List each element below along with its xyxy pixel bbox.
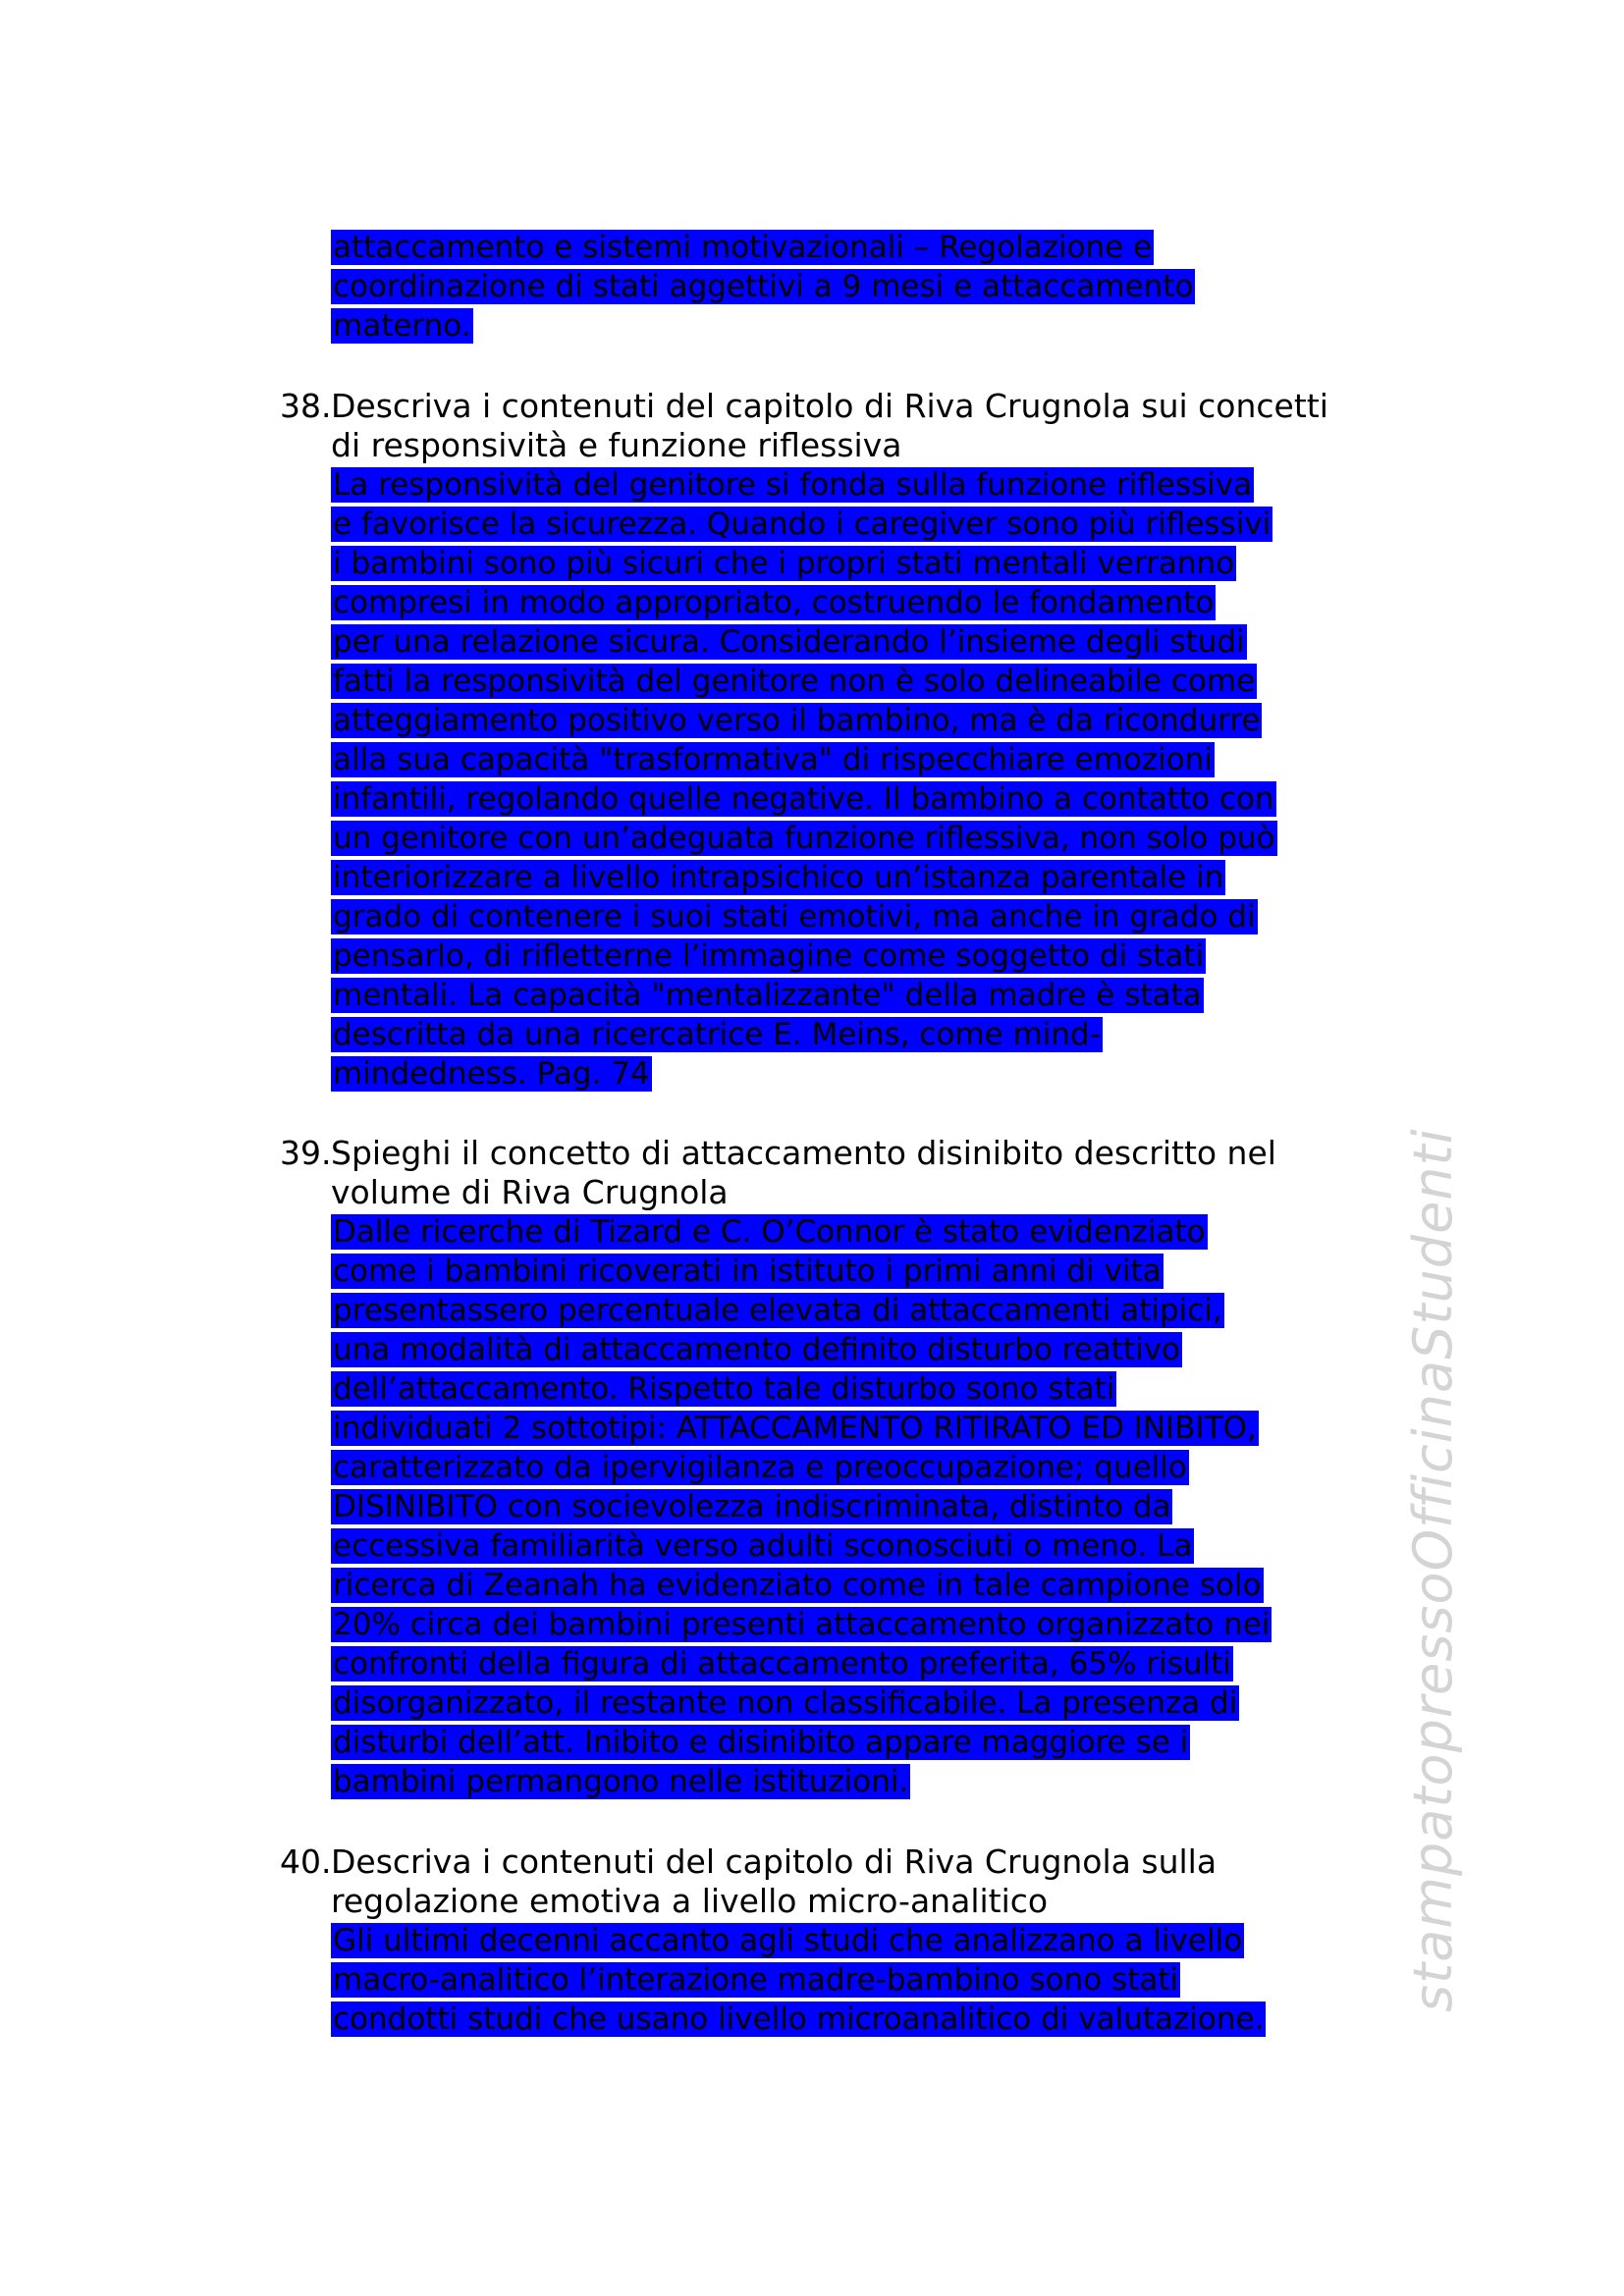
answer-line: mentali. La capacità "mentalizzante" della madre è stata	[333, 978, 1202, 1013]
answer-line: Dalle ricerche di Tizard e C. O’Connor è stato evidenziato	[333, 1214, 1206, 1250]
answer-line: alla sua capacità "trasformativa" di rispecchiare emozioni	[333, 742, 1213, 777]
question-number: 39.	[280, 1134, 332, 1172]
answer-line: individuati 2 sottotipi: ATTACCAMENTO RITIRATO ED INIBITO,	[333, 1411, 1257, 1446]
answer-line: grado di contenere i suoi stati emotivi, ma anche in grado di	[333, 899, 1256, 934]
question-line: regolazione emotiva a livello micro-analitico	[331, 1882, 1049, 1920]
answer-40	[331, 1921, 1411, 2039]
question-line: Spieghi il concetto di attaccamento disinibito descritto nel	[331, 1134, 1276, 1172]
answer-line: atteggiamento positivo verso il bambino, ma è da ricondurre	[333, 703, 1261, 738]
answer-line: per una relazione sicura. Considerando l’insieme degli studi	[333, 624, 1245, 660]
answer-line: dell’attaccamento. Rispetto tale disturbo sono stati	[333, 1371, 1115, 1407]
answer-line: DISINIBITO con socievolezza indiscriminata, distinto da	[333, 1489, 1171, 1524]
answer-line: confronti della figura di attaccamento preferita, 65% risulti	[333, 1646, 1231, 1682]
answer-line: una modalità di attaccamento definito disturbo reattivo	[333, 1332, 1181, 1367]
question-line: Descriva i contenuti del capitolo di Riva Crugnola sulla	[331, 1842, 1218, 1881]
intro-answer	[331, 228, 1411, 346]
answer-line: Gli ultimi decenni accanto agli studi che analizzano a livello	[333, 1923, 1243, 1958]
answer-38	[331, 465, 1411, 1094]
question-line: volume di Riva Crugnola	[331, 1173, 729, 1211]
question-text	[331, 387, 1328, 465]
question-text	[331, 1842, 1217, 1921]
answer-line: ricerca di Zeanah ha evidenziato come in tale campione solo	[333, 1568, 1262, 1603]
question-number: 40.	[280, 1842, 332, 1881]
answer-line: descritta da una ricercatrice E. Meins, come mind-	[333, 1017, 1101, 1052]
answer-line: materno.	[333, 308, 471, 344]
answer-39	[331, 1212, 1411, 1801]
answer-line: un genitore con un’adeguata funzione riflessiva, non solo può	[333, 821, 1275, 856]
question-number: 38.	[280, 387, 332, 425]
answer-line: presentassero percentuale elevata di attaccamenti atipici,	[333, 1293, 1222, 1328]
answer-line: disorganizzato, il restante non classificabile. La presenza di	[333, 1685, 1238, 1721]
answer-line: caratterizzato da ipervigilanza e preoccupazione; quello	[333, 1450, 1187, 1485]
answer-line: condotti studi che usano livello microanalitico di valutazione.	[333, 2002, 1265, 2037]
answer-line: interiorizzare a livello intrapsichico un’istanza parentale in	[333, 860, 1224, 895]
watermark: stampatopressoOfficinaStudenti	[1402, 1128, 1464, 2012]
answer-line: pensarlo, di rifletterne l’immagine come soggetto di stati	[333, 938, 1205, 974]
answer-line: La responsività del genitore si fonda sulla funzione riflessiva	[333, 467, 1253, 503]
answer-line: macro-analitico l’interazione madre-bambino sono stati	[333, 1962, 1179, 1998]
question-line: di responsività e funzione riflessiva	[331, 426, 902, 464]
answer-line: fatti la responsività del genitore non è solo delineabile come	[333, 664, 1256, 699]
answer-line: e favorisce la sicurezza. Quando i caregiver sono più riflessivi	[333, 507, 1272, 542]
question-line: Descriva i contenuti del capitolo di Riva Crugnola sui concetti	[331, 387, 1328, 425]
answer-line: i bambini sono più sicuri che i propri stati mentali verranno	[333, 546, 1235, 581]
answer-line: mindedness. Pag. 74	[333, 1056, 650, 1092]
answer-line: 20% circa dei bambini presenti attaccamento organizzato nei	[333, 1607, 1271, 1642]
answer-line: infantili, regolando quelle negative. Il bambino a contatto con	[333, 781, 1274, 817]
question-text	[331, 1134, 1276, 1212]
answer-line: come i bambini ricoverati in istituto i primi anni di vita	[333, 1254, 1162, 1289]
answer-line: coordinazione di stati aggettivi a 9 mesi e attaccamento	[333, 269, 1194, 304]
answer-line: disturbi dell’att. Inibito e disinibito appare maggiore se i	[333, 1725, 1189, 1760]
answer-line: eccessiva familiarità verso adulti sconosciuti o meno. La	[333, 1528, 1193, 1564]
answer-line: attaccamento e sistemi motivazionali – Regolazione e	[333, 230, 1153, 265]
answer-line: bambini permangono nelle istituzioni.	[333, 1764, 909, 1799]
answer-line: compresi in modo appropriato, costruendo le fondamento	[333, 585, 1215, 620]
